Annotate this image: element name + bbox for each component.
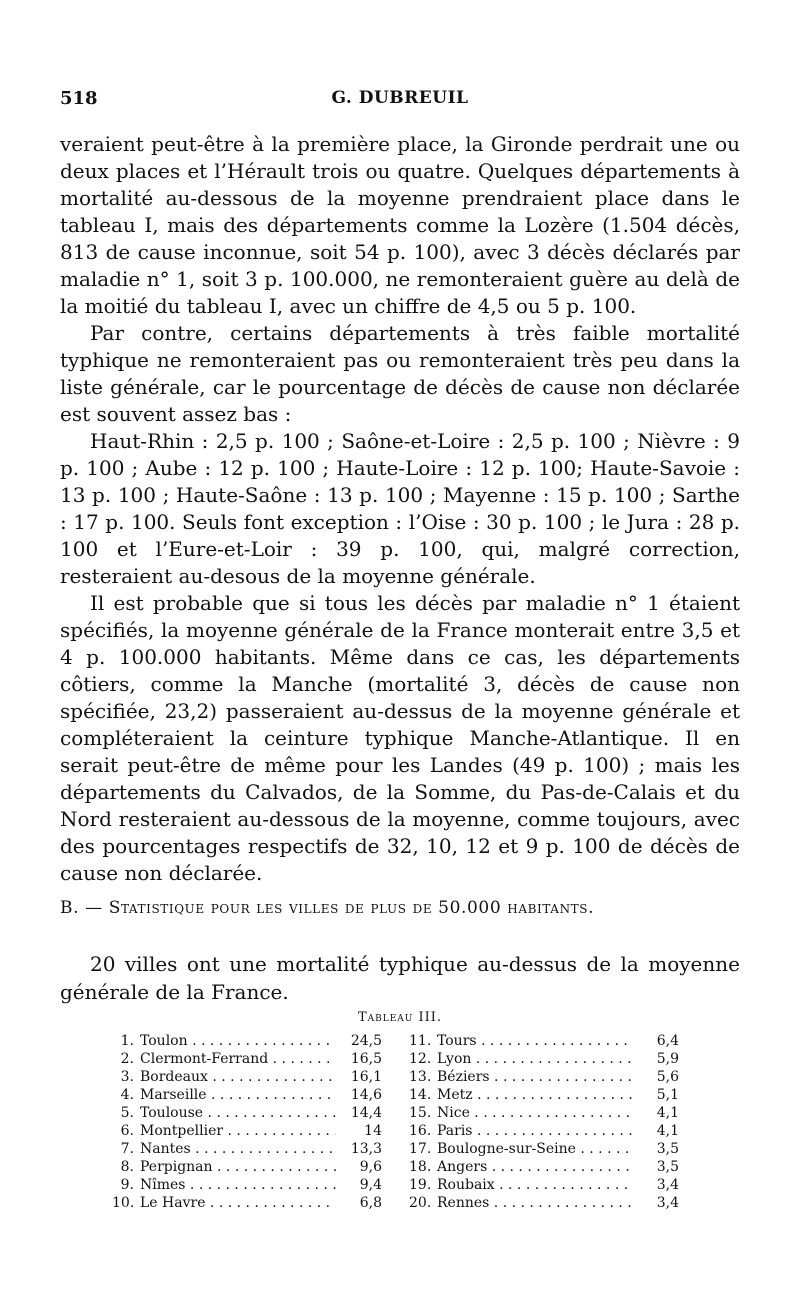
mortality-value: 14,4 xyxy=(338,1104,382,1122)
body-text xyxy=(60,131,740,887)
mortality-value: 24,5 xyxy=(338,1032,382,1050)
rank: 20. xyxy=(409,1195,432,1211)
mortality-value: 5,9 xyxy=(635,1050,679,1068)
mortality-value: 3,5 xyxy=(635,1158,679,1176)
rank: 8. xyxy=(120,1159,134,1175)
running-head: G. DUBREUIL xyxy=(331,88,469,108)
rank: 10. xyxy=(112,1195,135,1211)
table-column-right xyxy=(409,1032,679,1212)
paragraph: veraient peut-être à la première place, la Gironde perdrait une ou deux places et l’Hérault trois ou quatre. Quelques départements à mortalité au-dessous de la moyenne prendraient place dans le tableau I, mais des départements comme la Lozère (1.504 décès, 813 de cause inconnue, soit 54 p. 100), avec 3 décès déclarés par maladie n° 1, soit 3 p. 100.000, ne remonteraient guère au delà de la moitié du tableau I, avec un chiffre de 4,5 ou 5 p. 100. xyxy=(60,132,740,318)
table-row xyxy=(409,1050,679,1068)
section-title: Statistique pour les villes de plus de 50.000 habitants. xyxy=(108,898,595,918)
section-heading xyxy=(60,898,740,918)
table-row xyxy=(409,1032,679,1050)
table-row xyxy=(409,1158,679,1176)
table-row xyxy=(112,1050,382,1068)
city-name: Tours . . . xyxy=(437,1032,633,1050)
rank: 2. xyxy=(120,1051,134,1067)
mortality-value: 13,3 xyxy=(338,1140,382,1158)
city-name: Montpellier . . . xyxy=(140,1122,336,1140)
mortality-value: 14 xyxy=(338,1122,382,1140)
table-row xyxy=(409,1176,679,1194)
table-row xyxy=(112,1158,382,1176)
city-name: Nice . . . xyxy=(437,1104,633,1122)
city-name: Toulon . . . xyxy=(140,1032,336,1050)
rank: 11. xyxy=(409,1033,432,1049)
table-column-left xyxy=(112,1032,382,1212)
table-row xyxy=(409,1104,679,1122)
mortality-value: 5,1 xyxy=(635,1086,679,1104)
table-row xyxy=(112,1176,382,1194)
section-letter: B. — xyxy=(60,898,103,918)
table-row xyxy=(112,1104,382,1122)
city-name: Angers . . . xyxy=(437,1158,633,1176)
rank: 17. xyxy=(409,1141,432,1157)
table-row xyxy=(112,1140,382,1158)
paragraph: Il est probable que si tous les décès par maladie n° 1 étaient spécifiés, la moyenne générale de la France monterait entre 3,5 et 4 p. 100.000 habitants. Même dans ce cas, les départements côtiers, comme la Manche (mortalité 3, décès de cause non spécifiée, 23,2) passeraient au-dessus de la moyenne générale et compléteraient la ceinture typhique Manche-Atlantique. Il en serait peut-être de même pour les Landes (49 p. 100) ; mais les départements du Calvados, de la Somme, du Pas-de-Calais et du Nord resteraient au-dessous de la moyenne, comme toujours, avec des pourcentages respectifs de 32, 10, 12 et 9 p. 100 de décès de cause non déclarée. xyxy=(60,591,740,885)
table-row xyxy=(409,1068,679,1086)
table-row xyxy=(112,1086,382,1104)
page-header xyxy=(60,88,740,114)
table-row xyxy=(112,1068,382,1086)
mortality-value: 3,5 xyxy=(635,1140,679,1158)
page-number: 518 xyxy=(60,88,98,109)
city-name: Le Havre . . . xyxy=(140,1194,336,1212)
rank: 1. xyxy=(120,1033,134,1049)
paragraph: Haut-Rhin : 2,5 p. 100 ; Saône-et-Loire : 2,5 p. 100 ; Nièvre : 9 p. 100 ; Aube : 12 p. 100 ; Haute-Loire : 12 p. 100; Haute-Savoie : 13 p. 100 ; Haute-Saône : 13 p. 100 ; Mayenne : 15 p. 100 ; Sarthe : 17 p. 100. Seuls font exception : l’Oise : 30 p. 100 ; le Jura : 28 p. 100 et l’Eure-et-Loir : 39 p. 100, qui, malgré correction, resteraient au-desous de la moyenne générale. xyxy=(60,429,740,588)
table-row xyxy=(409,1194,679,1212)
city-name: Metz . . . xyxy=(437,1086,633,1104)
city-name: Perpignan . . . xyxy=(140,1158,336,1176)
mortality-value: 16,1 xyxy=(338,1068,382,1086)
table-row xyxy=(112,1194,382,1212)
city-name: Toulouse . . . xyxy=(140,1104,336,1122)
table-row xyxy=(112,1032,382,1050)
mortality-value: 4,1 xyxy=(635,1104,679,1122)
mortality-value: 9,4 xyxy=(338,1176,382,1194)
city-name: Clermont-Ferrand . . . xyxy=(140,1050,336,1068)
table-caption: Tableau III. xyxy=(357,1010,443,1025)
table-row xyxy=(409,1122,679,1140)
table-row xyxy=(409,1086,679,1104)
rank: 16. xyxy=(409,1123,432,1139)
rank: 19. xyxy=(409,1177,432,1193)
mortality-value: 3,4 xyxy=(635,1176,679,1194)
city-name: Paris . . . xyxy=(437,1122,633,1140)
mortality-value: 6,8 xyxy=(338,1194,382,1212)
paragraph: Par contre, certains départements à très faible mortalité typhique ne remonteraient pas ou remonteraient très peu dans la liste générale, car le pourcentage de décès de cause non déclarée est souvent assez bas : xyxy=(60,321,740,426)
rank: 5. xyxy=(120,1105,134,1121)
city-name: Béziers . . . xyxy=(437,1068,633,1086)
section-intro: 20 villes ont une mortalité typhique au-dessus de la moyenne générale de la France. xyxy=(60,952,740,1004)
mortality-value: 5,6 xyxy=(635,1068,679,1086)
city-name: Rennes . . . xyxy=(437,1194,633,1212)
mortality-value: 16,5 xyxy=(338,1050,382,1068)
rank: 13. xyxy=(409,1069,432,1085)
rank: 18. xyxy=(409,1159,432,1175)
rank: 6. xyxy=(120,1123,134,1139)
city-name: Roubaix . . . xyxy=(437,1176,633,1194)
rank: 9. xyxy=(120,1177,134,1193)
rank: 7. xyxy=(120,1141,134,1157)
rank: 14. xyxy=(409,1087,432,1103)
city-name: Marseille . . . xyxy=(140,1086,336,1104)
city-name: Boulogne-sur-Seine . . . xyxy=(437,1140,633,1158)
rank: 3. xyxy=(120,1069,134,1085)
mortality-value: 9,6 xyxy=(338,1158,382,1176)
rank: 15. xyxy=(409,1105,432,1121)
table-row xyxy=(409,1140,679,1158)
rank: 4. xyxy=(120,1087,134,1103)
mortality-value: 3,4 xyxy=(635,1194,679,1212)
mortality-value: 4,1 xyxy=(635,1122,679,1140)
mortality-value: 14,6 xyxy=(338,1086,382,1104)
city-name: Nîmes . . . xyxy=(140,1176,336,1194)
table-row xyxy=(112,1122,382,1140)
city-name: Nantes . . . xyxy=(140,1140,336,1158)
rank: 12. xyxy=(409,1051,432,1067)
mortality-value: 6,4 xyxy=(635,1032,679,1050)
city-name: Bordeaux . . . xyxy=(140,1068,336,1086)
city-name: Lyon . . . xyxy=(437,1050,633,1068)
